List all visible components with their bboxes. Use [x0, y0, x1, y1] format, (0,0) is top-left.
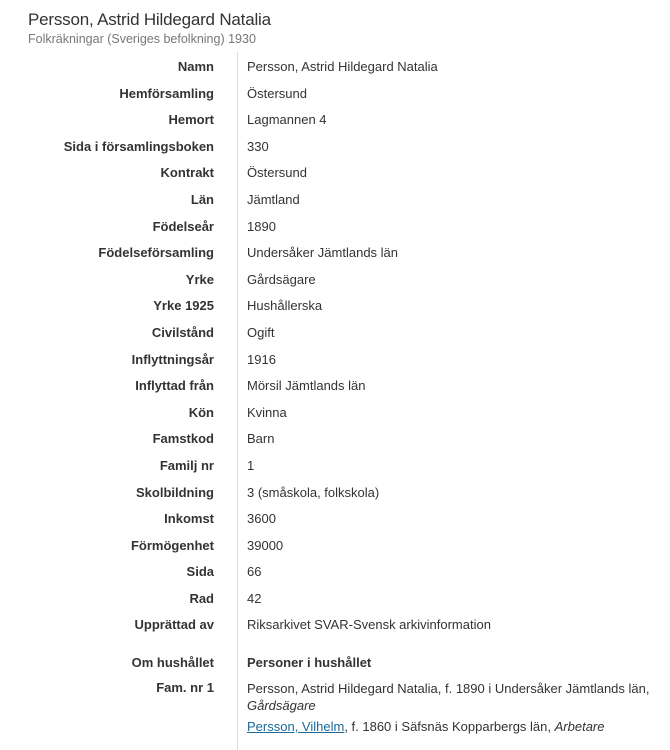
field-value: Barn [247, 431, 275, 447]
field-label: Famstkod [152, 431, 214, 447]
field-label: Sida i församlingsboken [63, 138, 214, 154]
member-occupation: Gårdsägare [247, 698, 316, 713]
member-details: , f. 1860 i Säfsnäs Kopparbergs län, [344, 719, 555, 734]
field-label: Civilstånd [151, 324, 214, 340]
household-member [247, 680, 657, 697]
field-row [0, 132, 670, 159]
field-value: Ogift [247, 324, 275, 340]
field-label: Inflyttningsår [131, 351, 214, 367]
field-row [0, 610, 670, 637]
household-member [247, 718, 657, 735]
field-row [0, 345, 670, 372]
member-occupation: Arbetare [554, 719, 605, 734]
field-label: Rad [189, 590, 214, 606]
family-label: Fam. nr 1 [156, 680, 214, 695]
field-value: Jämtland [247, 191, 300, 207]
field-label: Yrke 1925 [153, 298, 214, 314]
field-value: Östersund [247, 85, 307, 101]
field-value: Persson, Astrid Hildegard Natalia [247, 59, 438, 74]
field-row [0, 158, 670, 185]
field-label: Län [190, 191, 214, 207]
field-label: Födelseförsamling [98, 245, 214, 261]
field-row [0, 265, 670, 292]
member-name: Persson, Astrid Hildegard Natalia [247, 681, 438, 696]
field-value: 3 (småskola, folkskola) [247, 484, 380, 500]
field-label: Familj nr [159, 457, 214, 473]
field-row [0, 424, 670, 451]
field-row [0, 504, 670, 531]
field-label: Hemförsamling [119, 85, 214, 101]
field-row [0, 238, 670, 265]
field-value: 3600 [247, 511, 276, 527]
field-row [0, 291, 670, 318]
field-row [0, 451, 670, 478]
field-label: Födelseår [152, 218, 214, 234]
field-row [0, 371, 670, 398]
household-members [247, 680, 657, 735]
field-value: 330 [247, 138, 269, 154]
field-row [0, 557, 670, 584]
field-value: Kvinna [247, 404, 287, 420]
field-row [0, 531, 670, 558]
field-label: Kontrakt [160, 165, 214, 181]
field-value: Riksarkivet SVAR-Svensk arkivinformation [247, 617, 491, 633]
field-row [0, 398, 670, 425]
field-value: Östersund [247, 165, 307, 181]
field-row [0, 185, 670, 212]
field-label: Inflyttad från [135, 378, 214, 394]
field-value: Hushållerska [247, 298, 323, 314]
household-heading: Personer i hushållet [247, 655, 372, 670]
field-value: 1 [247, 457, 255, 473]
field-label: Namn [177, 59, 214, 74]
field-row [0, 52, 670, 79]
field-value: 39000 [247, 537, 284, 553]
member-occupation-line [247, 697, 657, 714]
field-label: Sida [186, 564, 214, 580]
field-label: Kön [188, 404, 214, 420]
field-label: Upprättad av [134, 617, 214, 633]
field-value: 42 [247, 590, 262, 606]
member-details: , f. 1890 i Undersåker Jämtlands län, [437, 681, 650, 696]
page-subtitle: Folkräkningar (Sveriges befolkning) 1930 [28, 32, 256, 46]
field-row [0, 105, 670, 132]
page-title: Persson, Astrid Hildegard Natalia [28, 10, 271, 29]
field-label: Inkomst [164, 511, 214, 527]
field-row [0, 478, 670, 505]
field-label: Förmögenhet [130, 537, 214, 553]
field-value: 1916 [247, 351, 276, 367]
field-value: Undersåker Jämtlands län [247, 245, 399, 261]
field-value: 1890 [247, 218, 276, 234]
field-value: Mörsil Jämtlands län [247, 378, 366, 394]
field-label: Skolbildning [136, 484, 214, 500]
field-label: Hemort [168, 112, 214, 128]
field-row [0, 584, 670, 611]
field-value: Lagmannen 4 [247, 112, 327, 128]
field-label: Yrke [185, 271, 214, 287]
field-value: Gårdsägare [247, 271, 316, 287]
field-row [0, 79, 670, 106]
field-row [0, 212, 670, 239]
field-value: 66 [247, 564, 262, 580]
record-table [0, 52, 670, 637]
household-label: Om hushållet [131, 655, 214, 670]
member-link[interactable]: Persson, Vilhelm [247, 719, 345, 734]
field-row [0, 318, 670, 345]
